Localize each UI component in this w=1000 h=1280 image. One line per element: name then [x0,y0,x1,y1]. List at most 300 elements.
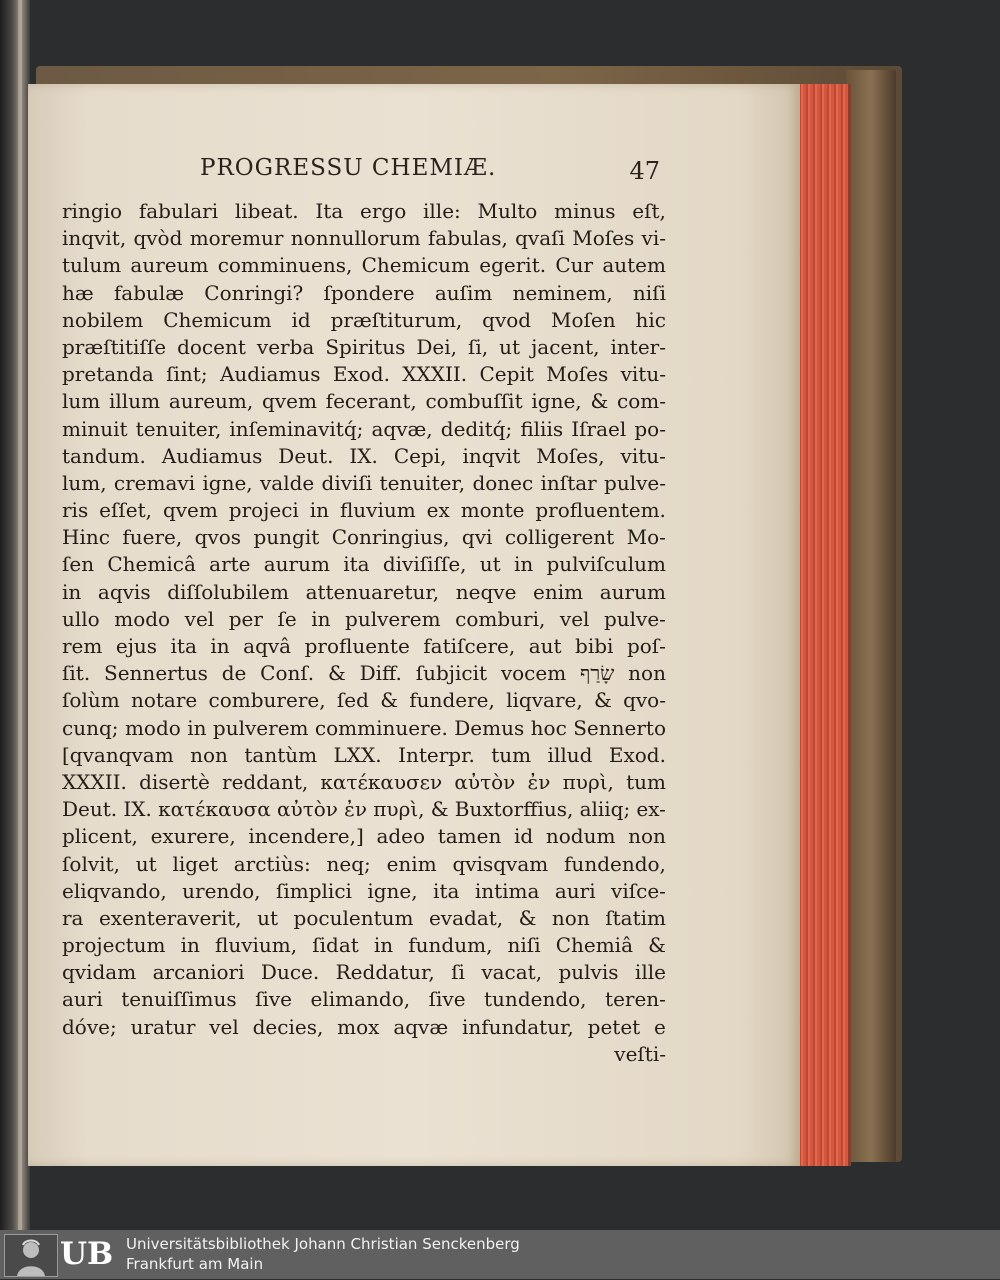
word: modo [114,606,171,631]
word: exenteraverit, [98,905,242,930]
text-line [62,334,666,361]
word: Buxtorffius, [454,797,574,822]
text-line [62,796,666,823]
word: vacat, [481,960,543,985]
word: XXXII. [62,769,127,794]
page-number: 47 [629,157,660,185]
text-line [62,1014,666,1041]
word: moremur [189,226,284,251]
word: Mo- [626,525,666,550]
running-head [200,155,660,195]
word: igne, [202,470,253,495]
word: projectum [62,933,166,958]
word: libeat. [234,199,299,223]
word: & [593,688,612,713]
word: elimando, [310,987,411,1012]
word: & [648,933,666,958]
word: qvisqvam [452,851,549,876]
word: attenuaretur, [305,579,440,604]
word: in [62,579,82,604]
word: fundere, [409,688,495,713]
word: pungit [253,525,320,550]
word: Iſrael [571,416,627,441]
word: qvo- [623,688,666,713]
word: ſolvit, [62,851,120,876]
text-line [62,416,666,443]
word: exurere, [150,824,236,849]
word: comminuere. [314,715,448,740]
word: ſed [336,688,369,713]
text-line [62,606,666,633]
word: comburi, [455,606,546,631]
word: ut [499,334,521,359]
word: hoc [530,715,567,740]
word: Exod. [608,742,666,767]
word: Chemiâ [555,933,633,958]
text-line [62,633,666,660]
word: intima [474,878,540,903]
word: ſimplici [275,878,352,903]
word: IX. [123,797,152,822]
word: plicent, [62,824,138,849]
word: egerit. [479,253,547,278]
text-line [62,307,666,334]
word: Cepi, [393,443,447,468]
word: pretanda [62,362,154,387]
word: bibi [575,634,614,658]
word: projeci [228,498,299,523]
word: e [654,1014,666,1039]
word: Spiritus [325,334,406,359]
word: viſce- [611,878,666,903]
word: incendere,] [248,824,364,849]
word: nodum [545,824,616,849]
word: pulviſculum [546,552,666,577]
word: fluvium, [215,933,298,958]
word: lum [62,389,101,414]
text-line [62,660,666,687]
running-title: PROGRESSU CHEMIÆ. [200,155,497,181]
word: valde [259,470,315,495]
text-line [62,715,666,742]
word: diviſiſſe, [382,552,467,577]
text-line [62,687,666,714]
word: Dei, [416,334,457,359]
word: nonnullorum [290,226,421,251]
word: in [210,634,230,658]
text-line [62,932,666,959]
word: evadat, [428,905,504,930]
library-logo-ub[interactable]: UB [60,1236,114,1272]
word: fatiſcere, [423,634,516,658]
word: aliiq; [579,797,631,822]
page-fold [18,0,22,1230]
word: Conſ. [260,661,315,686]
word: inſtar [540,470,597,495]
word: pulvis [558,960,619,985]
word: non [190,742,228,767]
text-line [62,388,666,415]
word: ra [62,905,84,930]
word: ille [634,960,666,985]
text-line [62,280,666,307]
word: fluvium [339,498,416,523]
word: qvod [482,307,532,332]
word: inqvit [462,443,521,468]
word: profluentem. [535,498,666,523]
word: pulve- [604,470,666,495]
word: teren- [605,987,666,1012]
word: ſi [451,960,465,985]
body-text [62,198,666,1068]
word: tum [626,769,666,794]
word: pulverem [345,606,441,631]
word: docent [177,334,246,359]
word: ἐν [344,797,368,822]
word: in [309,498,330,523]
text-line [62,769,666,796]
word: eſt, [632,199,666,223]
library-logo-portrait-icon[interactable] [4,1234,58,1277]
word: adeo [376,824,426,849]
word: Cepit [479,362,534,387]
word: aureum, [168,389,254,414]
word: qvi [461,525,493,550]
word: qvem [162,498,218,523]
word: tundendo, [484,987,587,1012]
word: πυρὶ, [562,769,614,794]
word: inſeminavitq́; [229,416,364,441]
word: arcaniori [152,960,245,985]
word: ita [433,878,460,903]
word: ut [257,905,279,930]
word: neminem, [512,280,613,305]
word: combuſſit [425,389,523,414]
word: aurum [599,579,666,604]
word: vel [184,606,215,631]
word: aqvis [97,579,151,604]
word: tandum. [62,443,146,468]
library-city: Frankfurt am Main [126,1255,264,1273]
word: illud [547,742,593,767]
word: Cur [555,253,594,278]
word: po- [634,416,666,441]
word: illum [109,389,161,414]
word: veſti- [614,1041,666,1066]
word: auri [554,878,596,903]
word: fabulari [138,199,219,223]
word: minuit [62,416,128,441]
adjacent-page-edge [0,0,30,1230]
word: κατέκαυσα [158,797,271,822]
text-line [62,198,666,225]
word: ejus [115,634,158,658]
word: donec [472,470,534,495]
word: qvos [194,525,242,550]
word: enim [386,851,437,876]
word: ita [343,552,370,577]
word: Multo [477,199,538,223]
word: ris [62,498,89,523]
word: autem [602,253,666,278]
word: dóve; [62,1014,117,1039]
word: non [628,824,666,849]
word: hæ [62,280,94,305]
word: ſen [62,552,95,577]
word: comminuens, [217,253,353,278]
text-line [62,361,666,388]
word: ut [135,851,157,876]
text-line [62,497,666,524]
word: com- [617,389,666,414]
word: vitu- [620,362,666,387]
word: Hinc [62,525,110,550]
word: disertè [139,769,210,794]
word: modo [124,715,181,740]
word: ſe [277,606,297,631]
word: fuere, [122,525,183,550]
word: tulum [62,253,122,278]
text-line [62,986,666,1013]
word: ut [479,552,501,577]
word: fabulæ [113,280,185,305]
word: comburere, [208,688,326,713]
word: ſive [428,987,466,1012]
word: vocem [500,661,567,686]
word: tamen [437,824,502,849]
word: cremavi [113,470,196,495]
word: nobilem [62,307,144,332]
word: poſ- [626,634,666,658]
word: inqvit, [62,226,127,251]
word: Sennertus [104,661,208,686]
word: notare [130,688,198,713]
word: Moſes, [536,443,605,468]
word: id [514,824,534,849]
word: jacent, [531,334,600,359]
word: & [590,389,609,414]
word: niſi [507,933,541,958]
word: tenuiter, [379,470,466,495]
word: ita [170,634,197,658]
text-line [62,1041,666,1068]
word: igne, [367,878,418,903]
word: præſtitiſſe [62,334,167,359]
word: & [380,688,398,713]
word: Moſen [550,307,616,332]
word: שָׂרַף [580,661,615,686]
word: ſolùm [62,688,120,713]
word: Sennerto [573,715,666,740]
word: non [628,661,666,686]
word: & [327,661,346,686]
word: decies, [252,1014,324,1039]
word: vitu- [620,443,666,468]
word: ſit. [62,661,91,686]
word: cunq; [62,715,119,740]
word: Deut. [278,443,334,468]
text-line [62,470,666,497]
word: fecerant, [325,389,417,414]
library-footer [0,1230,1000,1279]
word: pulverem [212,715,309,740]
word: eſſet, [99,498,153,523]
word: liqvare, [506,688,583,713]
word: profluente [304,634,410,658]
text-line [62,905,666,932]
word: infundatur, [461,1014,574,1039]
word: filiis [520,416,564,441]
word: in [373,933,394,958]
word: poculentum [293,905,414,930]
text-line [62,579,666,606]
word: vel [559,606,590,631]
word: Conringi? [204,280,304,305]
word: Diff. [359,661,402,686]
word: in [311,606,331,631]
word: [qvanqvam [62,742,174,767]
word: IX. [349,443,378,468]
word: qvòd [133,226,183,251]
word: petet [587,1014,641,1039]
word: Audiamus [161,443,263,468]
word: mox [337,1014,380,1039]
word: per [228,606,263,631]
word: tenuiſſimus [121,987,237,1012]
word: diſſolubilem [167,579,289,604]
word: aqvæ, [371,416,433,441]
word: Ita [315,199,344,223]
word: ſpondere [323,280,415,305]
word: LXX. [333,742,382,767]
word: niſi [632,280,666,305]
word: tenuiter, [135,416,222,441]
word: Chemicum [163,307,272,332]
word: vi- [641,226,666,251]
word: ille: [423,199,461,223]
red-page-edges [796,84,851,1166]
word: de [221,661,247,686]
word: deditq́; [440,416,513,441]
word: aurum [263,552,330,577]
word: urendo, [182,878,261,903]
word: liget [172,851,218,876]
word: in [187,715,207,740]
word: ullo [62,606,100,631]
word: inter- [610,334,666,359]
text-line [62,959,666,986]
word: lum, [62,470,107,495]
word: fabulas, [427,226,508,251]
text-line [62,851,666,878]
word: ἐν [527,769,551,794]
text-line [62,551,666,578]
word: ſtatim [605,905,666,930]
word: Conringius, [331,525,450,550]
word: minus [554,199,616,223]
word: rem [62,634,103,658]
word: igne, [531,389,582,414]
word: fundum, [408,933,493,958]
word: XXXII. [402,362,468,387]
word: aqvæ [393,1014,449,1039]
word: eliqvando, [62,878,167,903]
word: qvidam [62,960,137,985]
word: auſim [434,280,493,305]
word: ergo [360,199,407,223]
text-line [62,823,666,850]
book-binding [846,70,896,1162]
word: in [513,552,534,577]
word: id [291,307,311,332]
text-line [62,524,666,551]
word: uratur [130,1014,196,1039]
word: in [180,933,200,958]
word: auri [62,987,103,1012]
word: non [551,905,590,930]
word: diviſi [321,470,373,495]
word: αὐτὸν [277,797,338,822]
word: qvaſi [515,226,565,251]
word: hic [635,307,666,332]
word: colligerent [504,525,615,550]
word: arte [209,552,251,577]
word: ſint; [166,362,208,387]
word: ſive [255,987,293,1012]
word: ſidat [312,933,359,958]
word: Demus [454,715,525,740]
word: αὐτὸν [454,769,516,794]
word: verba [256,334,315,359]
word: Chemicâ [107,552,196,577]
word: Moſes [546,362,609,387]
word: Audiamus [219,362,321,387]
library-name: Universitätsbibliothek Johann Christian Senckenberg [126,1235,520,1253]
word: ringio [62,199,123,223]
word: & [518,905,537,930]
word: ſubjicit [415,661,488,686]
text-line [62,443,666,470]
word: pulve- [603,606,666,631]
word: ex- [636,797,666,822]
word: Chemicum [361,253,471,278]
text-line [62,252,666,279]
word: Duce. [260,960,320,985]
word: enim [533,579,584,604]
word: qvem [262,389,317,414]
word: tantùm [244,742,318,767]
word: arctiùs: [233,851,311,876]
word: aureum [130,253,209,278]
word: reddant, [222,769,309,794]
word: Moſes [572,226,635,251]
text-line [62,742,666,769]
word: πυρὶ, [373,797,425,822]
word: fundendo, [564,851,666,876]
word: ſi, [467,334,489,359]
word: neq; [326,851,371,876]
word: Exod. [332,362,390,387]
word: Reddatur, [335,960,435,985]
word: & [430,797,449,822]
word: ex [426,498,450,523]
word: aut [528,634,562,658]
word: præſtiturum, [330,307,463,332]
word: Interpr. [398,742,475,767]
word: vel [209,1014,239,1039]
word: Deut. [62,797,118,822]
word: κατέκαυσεν [320,769,443,794]
